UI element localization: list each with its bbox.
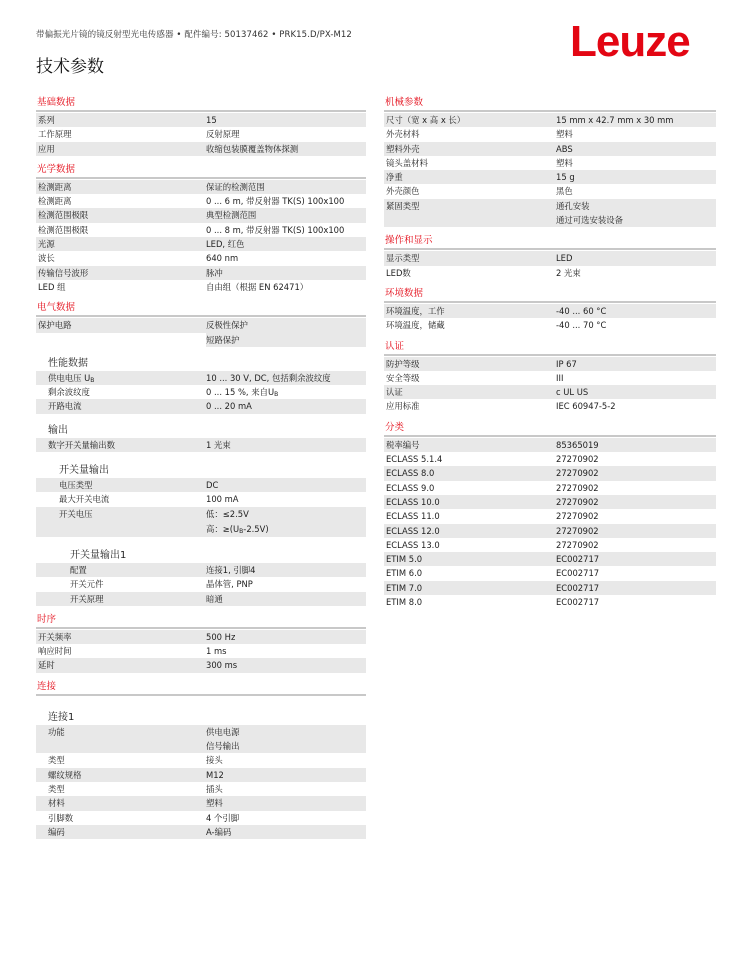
section-optical-data (36, 163, 366, 294)
spec-row (36, 399, 366, 413)
section-title: 认证 (385, 340, 405, 352)
spec-label: 开路电流 (48, 401, 82, 412)
spec-row (36, 194, 366, 208)
spec-label: 光源 (38, 239, 55, 250)
spec-value: ABS (556, 143, 573, 154)
spec-label: 编码 (48, 826, 65, 837)
spec-label: 数字开关量输出数 (48, 439, 115, 450)
spec-row (36, 782, 366, 796)
section-title: 环境数据 (385, 287, 424, 299)
spec-value: 4 个引脚 (206, 812, 240, 823)
section-environment (384, 287, 716, 333)
spec-row (36, 592, 366, 606)
spec-label: 环境温度，储藏 (386, 320, 445, 331)
section-connection (36, 680, 366, 839)
section-title: 电气数据 (37, 302, 76, 314)
spec-value: 黑色 (556, 186, 573, 197)
spec-label: 功能 (48, 726, 65, 737)
spec-row (384, 266, 716, 280)
spec-label: 保护电路 (38, 320, 72, 331)
section-classification (384, 421, 716, 610)
spec-row (384, 304, 716, 318)
spec-value: 15 mm x 42.7 mm x 30 mm (556, 115, 674, 125)
spec-row (36, 113, 366, 127)
spec-value: 连接1, 引脚4 (206, 564, 256, 575)
spec-value: DC (206, 480, 219, 491)
page-title: 技术参数 (36, 57, 104, 77)
subsection-title: 连接1 (48, 711, 75, 723)
spec-row (384, 385, 716, 399)
spec-value: 15 g (556, 172, 575, 183)
section-divider (36, 177, 366, 179)
spec-row (36, 825, 366, 839)
spec-row (36, 753, 366, 767)
spec-label: 尺寸（宽 x 高 x 长） (386, 115, 466, 125)
spec-value: EC002717 (556, 554, 600, 565)
spec-label: ECLASS 5.1.4 (386, 454, 443, 465)
subsection-title: 输出 (48, 424, 68, 436)
section-title: 时序 (37, 613, 57, 625)
spec-value: 0 ... 15 %, 来自$U_B$ (206, 387, 279, 399)
document-subtitle: 带偏振光片镜的镜反射型光电传感器 • 配件编号: 50137462 • PRK15.D/PX-M12 (36, 30, 352, 40)
subsection-outputs (36, 424, 366, 452)
spec-value: 脉冲 (206, 267, 223, 278)
section-divider (384, 435, 716, 437)
spec-value: -40 ... 60 °C (556, 305, 607, 316)
spec-value: 收缩包装膜覆盖物体探测 (206, 143, 299, 154)
spec-value: 27270902 (556, 454, 599, 465)
spec-value: 塑料 (206, 798, 223, 809)
section-divider (384, 354, 716, 356)
spec-label: 检测距离 (38, 196, 72, 207)
spec-value: -40 ... 70 °C (556, 320, 607, 331)
spec-label: ECLASS 8.0 (386, 468, 435, 479)
subsection-switching-output-1 (36, 549, 366, 606)
spec-value: III (556, 372, 564, 383)
spec-value: 插头 (206, 783, 223, 794)
spec-row (384, 595, 716, 609)
spec-label: 系列 (38, 115, 55, 125)
spec-row (384, 524, 716, 538)
spec-value: 27270902 (556, 525, 599, 536)
spec-row (384, 318, 716, 332)
section-mechanical (384, 96, 716, 227)
spec-value: 27270902 (556, 496, 599, 507)
spec-value: 供电电源 (206, 726, 240, 737)
section-electrical-data (36, 301, 366, 606)
spec-label: 波长 (38, 253, 55, 264)
spec-label: 螺纹规格 (48, 769, 82, 780)
spec-label: 外壳颜色 (386, 186, 420, 197)
spec-label: 引脚数 (48, 812, 74, 823)
section-title: 连接 (37, 680, 57, 692)
spec-label: 剩余波纹度 (48, 387, 90, 398)
spec-value: 接头 (206, 755, 223, 766)
spec-row (384, 495, 716, 509)
spec-row (384, 199, 716, 213)
spec-label: 开关频率 (38, 631, 72, 642)
spec-value: 85365019 (556, 439, 599, 450)
spec-row (36, 266, 366, 280)
spec-row (36, 237, 366, 251)
section-timing (36, 613, 366, 673)
spec-label: 检测范围极限 (38, 210, 89, 221)
spec-label: ETIM 6.0 (386, 568, 423, 579)
spec-value: 反极性保护 (206, 320, 248, 331)
spec-label: ECLASS 11.0 (386, 511, 440, 522)
spec-value: 27270902 (556, 468, 599, 479)
spec-row (384, 509, 716, 523)
spec-row (384, 481, 716, 495)
spec-label: 防护等级 (386, 358, 420, 369)
spec-row (36, 438, 366, 452)
spec-value: c UL US (556, 387, 589, 398)
spec-label: 类型 (48, 755, 65, 766)
spec-label: 传输信号波形 (38, 267, 89, 278)
spec-row (36, 208, 366, 222)
spec-value: IP 67 (556, 358, 577, 369)
spec-row (36, 768, 366, 782)
spec-value: 低：≤2.5V (206, 508, 249, 519)
spec-row (36, 644, 366, 658)
spec-row (36, 725, 366, 739)
spec-row (36, 180, 366, 194)
spec-value: 保证的检测范围 (206, 181, 265, 192)
spec-label: 紧固类型 (386, 200, 420, 211)
spec-value: 信号输出 (206, 741, 240, 752)
spec-row (384, 452, 716, 466)
spec-row (36, 507, 366, 521)
spec-value: 0 ... 6 m, 带反射器 TK(S) 100x100 (206, 196, 345, 207)
section-operation-display (384, 234, 716, 280)
spec-label: 检测范围极限 (38, 224, 89, 235)
spec-row (36, 739, 366, 753)
spec-value: 塑料 (556, 157, 573, 168)
spec-row (384, 371, 716, 385)
spec-row (384, 538, 716, 552)
spec-label: 电压类型 (59, 480, 93, 491)
spec-row (36, 333, 366, 347)
spec-value: 短路保护 (206, 333, 366, 347)
subsection-performance (36, 357, 366, 414)
spec-label: 净重 (386, 172, 403, 183)
spec-row (384, 399, 716, 413)
spec-label: 开关电压 (59, 508, 93, 519)
section-title: 光学数据 (37, 163, 76, 175)
spec-row (384, 184, 716, 198)
spec-label: 应用标准 (386, 401, 420, 412)
spec-row (384, 438, 716, 452)
spec-value: 塑料 (556, 129, 573, 140)
subsection-title: 性能数据 (48, 357, 88, 369)
spec-row (384, 127, 716, 141)
spec-row (384, 113, 716, 127)
spec-row (36, 127, 366, 141)
spec-row (36, 577, 366, 591)
spec-label: 应用 (38, 143, 55, 154)
spec-label: ETIM 5.0 (386, 554, 423, 565)
spec-value: 通孔安装 (556, 200, 590, 211)
spec-value: 2 光束 (556, 267, 581, 278)
section-certification (384, 340, 716, 414)
spec-label: ETIM 7.0 (386, 582, 423, 593)
spec-row (36, 371, 366, 385)
spec-value: EC002717 (556, 568, 600, 579)
spec-row (384, 142, 716, 156)
spec-value: 27270902 (556, 511, 599, 522)
spec-value: 10 ... 30 V, DC, 包括剩余波纹度 (206, 372, 331, 383)
spec-row (36, 318, 366, 332)
spec-label: 类型 (48, 783, 65, 794)
spec-label: 检测距离 (38, 181, 72, 192)
spec-label: 镜头盖材料 (386, 157, 428, 168)
spec-value: IEC 60947-5-2 (556, 401, 616, 412)
spec-row (384, 357, 716, 371)
subsection-switching-output (36, 464, 366, 537)
spec-value: 通过可选安装设备 (556, 215, 623, 226)
spec-value: 1 ms (206, 646, 227, 657)
spec-label: 配置 (70, 564, 87, 575)
spec-value: 100 mA (206, 494, 239, 505)
spec-label: 塑料外壳 (386, 143, 420, 154)
spec-value: EC002717 (556, 582, 600, 593)
spec-row (384, 581, 716, 595)
spec-label: ECLASS 12.0 (386, 525, 440, 536)
spec-row (36, 796, 366, 810)
spec-value: 15 (206, 115, 217, 125)
spec-label: LED数 (386, 267, 411, 278)
spec-label: ECLASS 9.0 (386, 482, 435, 493)
spec-label: 延时 (38, 660, 55, 671)
spec-value: A-编码 (206, 826, 232, 837)
section-title: 分类 (385, 421, 405, 433)
spec-label (384, 213, 556, 227)
spec-label: 开关原理 (70, 593, 104, 604)
subsection-title: 开关量输出1 (70, 549, 127, 561)
spec-row (36, 630, 366, 644)
spec-label: ECLASS 13.0 (386, 539, 440, 550)
spec-row (36, 492, 366, 506)
left-column (36, 96, 366, 839)
spec-value: LED, 红色 (206, 239, 245, 250)
spec-value: 自由组（根据 EN 62471） (206, 281, 309, 292)
spec-label: 显示类型 (386, 253, 420, 264)
spec-label: 安全等级 (386, 372, 420, 383)
spec-label: 供电电压 $U_B$ (48, 372, 95, 384)
spec-value: EC002717 (556, 597, 600, 608)
spec-row (36, 811, 366, 825)
spec-value: 0 ... 8 m, 带反射器 TK(S) 100x100 (206, 224, 345, 235)
spec-row (36, 251, 366, 265)
spec-value: 640 nm (206, 253, 239, 264)
subsection-title: 开关量输出 (59, 465, 109, 477)
spec-value: 反射原理 (206, 129, 240, 140)
spec-row (36, 142, 366, 156)
section-divider (36, 110, 366, 112)
spec-value: 300 ms (206, 660, 238, 671)
spec-label: 最大开关电流 (59, 494, 110, 505)
spec-row (36, 563, 366, 577)
spec-row (36, 521, 366, 537)
spec-row (384, 156, 716, 170)
spec-value: 500 Hz (206, 631, 236, 642)
spec-label: 开关元件 (70, 579, 104, 590)
spec-row (384, 566, 716, 580)
spec-value: 典型检测范围 (206, 210, 257, 221)
spec-label: 外壳材料 (386, 129, 420, 140)
section-title: 机械参数 (385, 97, 424, 108)
spec-row (384, 552, 716, 566)
spec-value: 高：$\ge(U_B-2.5V)$ (206, 523, 269, 535)
spec-value: 27270902 (556, 539, 599, 550)
spec-label: ETIM 8.0 (386, 597, 423, 608)
spec-label: LED 组 (38, 281, 66, 292)
section-divider (384, 110, 716, 112)
section-divider (384, 301, 716, 303)
spec-label: 工作原理 (38, 129, 72, 140)
spec-row (36, 385, 366, 399)
section-title: 基础数据 (37, 97, 76, 108)
spec-label: 环境温度，工作 (386, 305, 445, 316)
spec-label: ECLASS 10.0 (386, 496, 440, 507)
spec-row (384, 170, 716, 184)
section-basic-data (36, 96, 366, 156)
spec-value: 27270902 (556, 482, 599, 493)
section-divider (36, 315, 366, 317)
spec-label: 响应时间 (38, 646, 72, 657)
section-divider (384, 248, 716, 250)
spec-value: 晶体管, PNP (206, 579, 253, 590)
right-column (384, 96, 716, 609)
spec-row (36, 658, 366, 672)
section-divider (36, 694, 366, 696)
spec-label: 材料 (48, 798, 65, 809)
spec-row (36, 223, 366, 237)
section-divider (36, 627, 366, 629)
spec-label: 认证 (386, 387, 403, 398)
spec-value: 0 ... 20 mA (206, 401, 252, 412)
spec-row (384, 213, 716, 227)
spec-row (36, 478, 366, 492)
spec-value: 1 光束 (206, 439, 231, 450)
spec-row (36, 280, 366, 294)
spec-value: M12 (206, 769, 224, 780)
spec-value: 暗通 (206, 593, 223, 604)
spec-row (384, 251, 716, 265)
spec-label: 税率编号 (386, 439, 420, 450)
spec-row (384, 466, 716, 480)
spec-value: LED (556, 253, 573, 264)
leuze-logo: Leuze (570, 17, 690, 66)
section-title: 操作和显示 (385, 235, 433, 247)
